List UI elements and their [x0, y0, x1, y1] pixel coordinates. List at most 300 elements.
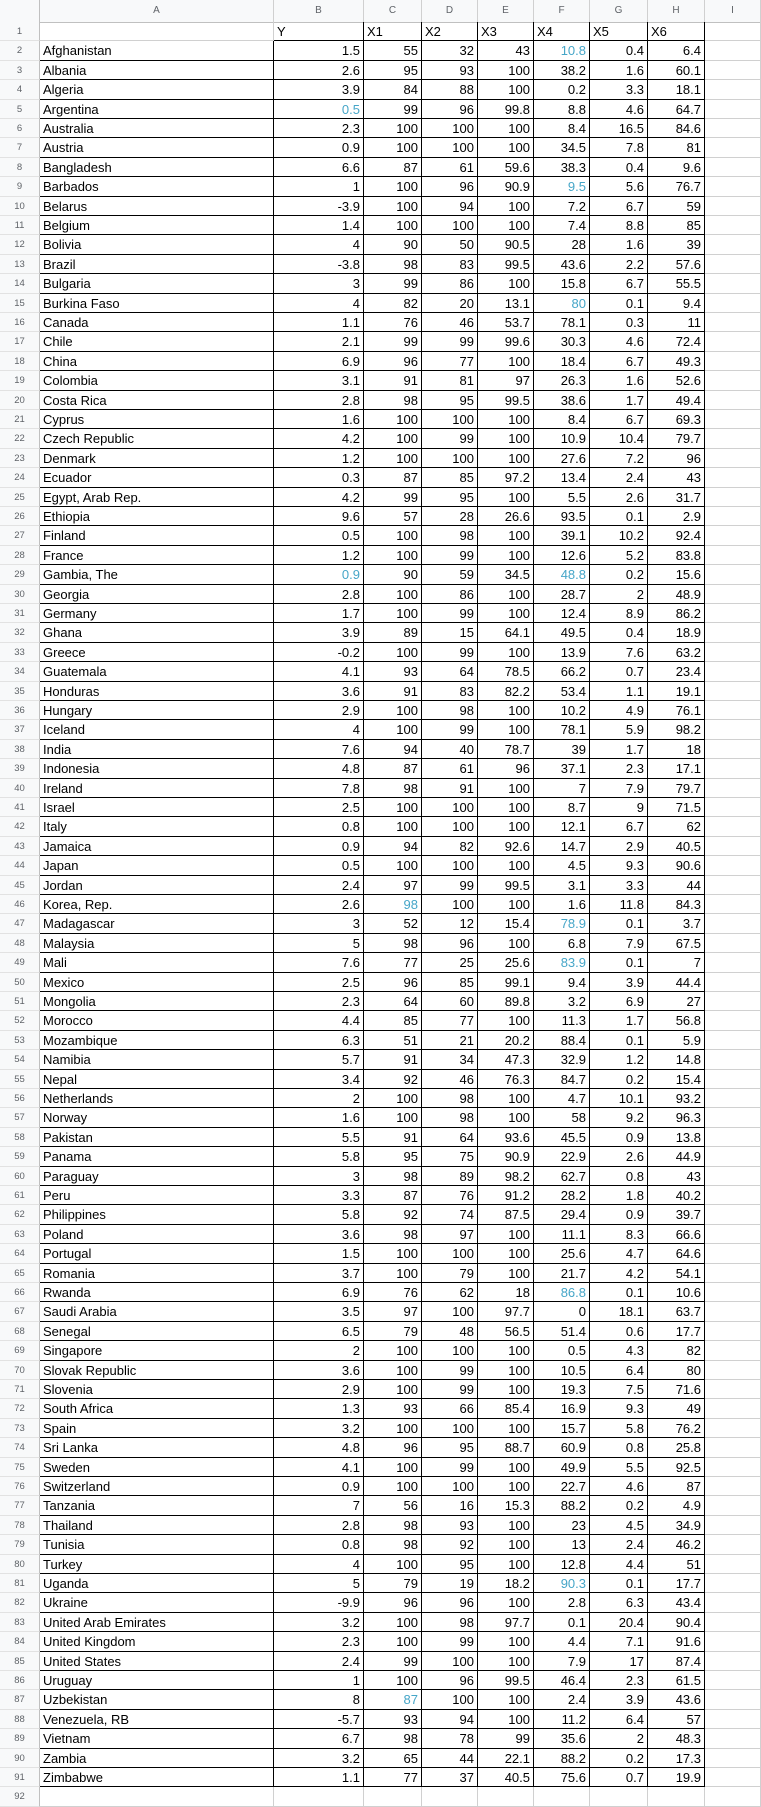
cell-c90[interactable]: 65 [364, 1749, 422, 1768]
cell-b10[interactable]: -3.9 [274, 197, 364, 216]
cell-c2[interactable]: 55 [364, 41, 422, 60]
cell-a47[interactable]: Madagascar [40, 914, 274, 933]
cell-d88[interactable]: 94 [422, 1710, 478, 1729]
cell-g1[interactable]: X5 [590, 22, 648, 41]
cell-h55[interactable]: 15.4 [648, 1070, 705, 1089]
cell-h88[interactable]: 57 [648, 1710, 705, 1729]
cell-a59[interactable]: Panama [40, 1147, 274, 1166]
row-header-16[interactable]: 16 [0, 313, 40, 332]
cell-d20[interactable]: 95 [422, 391, 478, 410]
cell-g11[interactable]: 8.8 [590, 216, 648, 235]
cell-d56[interactable]: 98 [422, 1089, 478, 1108]
cell-a74[interactable]: Sri Lanka [40, 1438, 274, 1457]
cell-h46[interactable]: 84.3 [648, 895, 705, 914]
cell-h75[interactable]: 92.5 [648, 1458, 705, 1477]
cell-g23[interactable]: 7.2 [590, 449, 648, 468]
cell-c59[interactable]: 95 [364, 1147, 422, 1166]
cell-h37[interactable]: 98.2 [648, 720, 705, 739]
cell-g62[interactable]: 0.9 [590, 1205, 648, 1224]
cell-c44[interactable]: 100 [364, 856, 422, 875]
cell-b2[interactable]: 1.5 [274, 41, 364, 60]
cell-b31[interactable]: 1.7 [274, 604, 364, 623]
cell-c67[interactable]: 97 [364, 1302, 422, 1321]
cell-i46[interactable] [705, 895, 761, 914]
cell-i54[interactable] [705, 1050, 761, 1069]
row-header-49[interactable]: 49 [0, 953, 40, 972]
cell-g24[interactable]: 2.4 [590, 468, 648, 487]
cell-e36[interactable]: 100 [478, 701, 534, 720]
cell-i75[interactable] [705, 1458, 761, 1477]
cell-c83[interactable]: 100 [364, 1613, 422, 1632]
cell-d62[interactable]: 74 [422, 1205, 478, 1224]
cell-b11[interactable]: 1.4 [274, 216, 364, 235]
cell-b12[interactable]: 4 [274, 235, 364, 254]
cell-h7[interactable]: 81 [648, 138, 705, 157]
cell-e4[interactable]: 100 [478, 80, 534, 99]
cell-f49[interactable]: 83.9 [534, 953, 590, 972]
cell-i14[interactable] [705, 274, 761, 293]
row-header-65[interactable]: 65 [0, 1264, 40, 1283]
cell-g71[interactable]: 7.5 [590, 1380, 648, 1399]
cell-f35[interactable]: 53.4 [534, 682, 590, 701]
cell-f5[interactable]: 8.8 [534, 100, 590, 119]
cell-a12[interactable]: Bolivia [40, 235, 274, 254]
row-header-4[interactable]: 4 [0, 80, 40, 99]
cell-g55[interactable]: 0.2 [590, 1070, 648, 1089]
cell-a34[interactable]: Guatemala [40, 662, 274, 681]
cell-e80[interactable]: 100 [478, 1555, 534, 1574]
cell-e48[interactable]: 100 [478, 934, 534, 953]
cell-h78[interactable]: 34.9 [648, 1516, 705, 1535]
cell-h21[interactable]: 69.3 [648, 410, 705, 429]
cell-e92[interactable] [478, 1787, 534, 1806]
cell-g42[interactable]: 6.7 [590, 817, 648, 836]
cell-i39[interactable] [705, 759, 761, 778]
cell-b74[interactable]: 4.8 [274, 1438, 364, 1457]
cell-f47[interactable]: 78.9 [534, 914, 590, 933]
cell-e54[interactable]: 47.3 [478, 1050, 534, 1069]
cell-a23[interactable]: Denmark [40, 449, 274, 468]
row-header-5[interactable]: 5 [0, 100, 40, 119]
cell-i87[interactable] [705, 1690, 761, 1709]
cell-i73[interactable] [705, 1419, 761, 1438]
cell-c54[interactable]: 91 [364, 1050, 422, 1069]
cell-i71[interactable] [705, 1380, 761, 1399]
cell-e67[interactable]: 97.7 [478, 1302, 534, 1321]
cell-f36[interactable]: 10.2 [534, 701, 590, 720]
cell-i30[interactable] [705, 585, 761, 604]
cell-d32[interactable]: 15 [422, 623, 478, 642]
cell-f46[interactable]: 1.6 [534, 895, 590, 914]
cell-i92[interactable] [705, 1787, 761, 1806]
cell-g89[interactable]: 2 [590, 1729, 648, 1748]
row-header-35[interactable]: 35 [0, 682, 40, 701]
column-header-a[interactable]: A [40, 0, 274, 22]
cell-e12[interactable]: 90.5 [478, 235, 534, 254]
cell-g63[interactable]: 8.3 [590, 1225, 648, 1244]
cell-h70[interactable]: 80 [648, 1361, 705, 1380]
cell-c89[interactable]: 98 [364, 1729, 422, 1748]
cell-i31[interactable] [705, 604, 761, 623]
cell-b61[interactable]: 3.3 [274, 1186, 364, 1205]
cell-d68[interactable]: 48 [422, 1322, 478, 1341]
cell-g7[interactable]: 7.8 [590, 138, 648, 157]
cell-d61[interactable]: 76 [422, 1186, 478, 1205]
cell-e82[interactable]: 100 [478, 1593, 534, 1612]
cell-d86[interactable]: 96 [422, 1671, 478, 1690]
row-header-17[interactable]: 17 [0, 332, 40, 351]
cell-b22[interactable]: 4.2 [274, 429, 364, 448]
cell-i45[interactable] [705, 876, 761, 895]
cell-h69[interactable]: 82 [648, 1341, 705, 1360]
cell-f64[interactable]: 25.6 [534, 1244, 590, 1263]
cell-h43[interactable]: 40.5 [648, 837, 705, 856]
row-header-89[interactable]: 89 [0, 1729, 40, 1748]
cell-i60[interactable] [705, 1167, 761, 1186]
cell-c77[interactable]: 56 [364, 1496, 422, 1515]
cell-e85[interactable]: 100 [478, 1652, 534, 1671]
row-header-63[interactable]: 63 [0, 1225, 40, 1244]
cell-a15[interactable]: Burkina Faso [40, 294, 274, 313]
cell-d79[interactable]: 92 [422, 1535, 478, 1554]
cell-h74[interactable]: 25.8 [648, 1438, 705, 1457]
cell-d67[interactable]: 100 [422, 1302, 478, 1321]
row-header-84[interactable]: 84 [0, 1632, 40, 1651]
cell-d4[interactable]: 88 [422, 80, 478, 99]
row-header-60[interactable]: 60 [0, 1167, 40, 1186]
cell-b42[interactable]: 0.8 [274, 817, 364, 836]
cell-f60[interactable]: 62.7 [534, 1167, 590, 1186]
cell-i78[interactable] [705, 1516, 761, 1535]
cell-h6[interactable]: 84.6 [648, 119, 705, 138]
cell-c48[interactable]: 98 [364, 934, 422, 953]
cell-c18[interactable]: 96 [364, 352, 422, 371]
row-header-67[interactable]: 67 [0, 1302, 40, 1321]
row-header-79[interactable]: 79 [0, 1535, 40, 1554]
cell-b9[interactable]: 1 [274, 177, 364, 196]
cell-g59[interactable]: 2.6 [590, 1147, 648, 1166]
cell-e13[interactable]: 99.5 [478, 255, 534, 274]
cell-i59[interactable] [705, 1147, 761, 1166]
cell-a60[interactable]: Paraguay [40, 1167, 274, 1186]
cell-e59[interactable]: 90.9 [478, 1147, 534, 1166]
cell-i26[interactable] [705, 507, 761, 526]
cell-c63[interactable]: 98 [364, 1225, 422, 1244]
cell-e41[interactable]: 100 [478, 798, 534, 817]
cell-d30[interactable]: 86 [422, 585, 478, 604]
cell-c39[interactable]: 87 [364, 759, 422, 778]
row-header-28[interactable]: 28 [0, 546, 40, 565]
cell-b46[interactable]: 2.6 [274, 895, 364, 914]
cell-a31[interactable]: Germany [40, 604, 274, 623]
cell-e43[interactable]: 92.6 [478, 837, 534, 856]
row-header-85[interactable]: 85 [0, 1652, 40, 1671]
cell-b30[interactable]: 2.8 [274, 585, 364, 604]
cell-a48[interactable]: Malaysia [40, 934, 274, 953]
cell-b17[interactable]: 2.1 [274, 332, 364, 351]
cell-d77[interactable]: 16 [422, 1496, 478, 1515]
cell-a53[interactable]: Mozambique [40, 1031, 274, 1050]
cell-c34[interactable]: 93 [364, 662, 422, 681]
cell-i89[interactable] [705, 1729, 761, 1748]
cell-a10[interactable]: Belarus [40, 197, 274, 216]
cell-g83[interactable]: 20.4 [590, 1613, 648, 1632]
cell-c60[interactable]: 98 [364, 1167, 422, 1186]
row-header-69[interactable]: 69 [0, 1341, 40, 1360]
cell-g32[interactable]: 0.4 [590, 623, 648, 642]
cell-a89[interactable]: Vietnam [40, 1729, 274, 1748]
cell-g74[interactable]: 0.8 [590, 1438, 648, 1457]
cell-g18[interactable]: 6.7 [590, 352, 648, 371]
cell-e57[interactable]: 100 [478, 1108, 534, 1127]
cell-h38[interactable]: 18 [648, 740, 705, 759]
cell-f55[interactable]: 84.7 [534, 1070, 590, 1089]
cell-d72[interactable]: 66 [422, 1399, 478, 1418]
cell-a62[interactable]: Philippines [40, 1205, 274, 1224]
cell-g31[interactable]: 8.9 [590, 604, 648, 623]
cell-h33[interactable]: 63.2 [648, 643, 705, 662]
cell-b23[interactable]: 1.2 [274, 449, 364, 468]
cell-c24[interactable]: 87 [364, 468, 422, 487]
cell-g81[interactable]: 0.1 [590, 1574, 648, 1593]
row-header-70[interactable]: 70 [0, 1361, 40, 1380]
cell-a49[interactable]: Mali [40, 953, 274, 972]
cell-h49[interactable]: 7 [648, 953, 705, 972]
cell-g92[interactable] [590, 1787, 648, 1806]
cell-g26[interactable]: 0.1 [590, 507, 648, 526]
cell-g85[interactable]: 17 [590, 1652, 648, 1671]
cell-a30[interactable]: Georgia [40, 585, 274, 604]
cell-f66[interactable]: 86.8 [534, 1283, 590, 1302]
cell-e10[interactable]: 100 [478, 197, 534, 216]
cell-d69[interactable]: 100 [422, 1341, 478, 1360]
cell-d83[interactable]: 98 [422, 1613, 478, 1632]
cell-c4[interactable]: 84 [364, 80, 422, 99]
cell-a87[interactable]: Uzbekistan [40, 1690, 274, 1709]
cell-i84[interactable] [705, 1632, 761, 1651]
cell-h92[interactable] [648, 1787, 705, 1806]
cell-c68[interactable]: 79 [364, 1322, 422, 1341]
cell-i25[interactable] [705, 488, 761, 507]
cell-b49[interactable]: 7.6 [274, 953, 364, 972]
cell-e89[interactable]: 99 [478, 1729, 534, 1748]
cell-e58[interactable]: 93.6 [478, 1128, 534, 1147]
cell-i82[interactable] [705, 1593, 761, 1612]
cell-h31[interactable]: 86.2 [648, 604, 705, 623]
cell-h65[interactable]: 54.1 [648, 1264, 705, 1283]
cell-b57[interactable]: 1.6 [274, 1108, 364, 1127]
cell-i22[interactable] [705, 429, 761, 448]
cell-h57[interactable]: 96.3 [648, 1108, 705, 1127]
row-header-13[interactable]: 13 [0, 255, 40, 274]
cell-e16[interactable]: 53.7 [478, 313, 534, 332]
cell-i1[interactable] [705, 22, 761, 41]
cell-a51[interactable]: Mongolia [40, 992, 274, 1011]
cell-b51[interactable]: 2.3 [274, 992, 364, 1011]
cell-d1[interactable]: X2 [422, 22, 478, 41]
row-header-7[interactable]: 7 [0, 138, 40, 157]
cell-a36[interactable]: Hungary [40, 701, 274, 720]
cell-b82[interactable]: -9.9 [274, 1593, 364, 1612]
row-header-81[interactable]: 81 [0, 1574, 40, 1593]
cell-g17[interactable]: 4.6 [590, 332, 648, 351]
cell-i7[interactable] [705, 138, 761, 157]
cell-a19[interactable]: Colombia [40, 371, 274, 390]
cell-b53[interactable]: 6.3 [274, 1031, 364, 1050]
cell-g87[interactable]: 3.9 [590, 1690, 648, 1709]
row-header-25[interactable]: 25 [0, 488, 40, 507]
cell-h59[interactable]: 44.9 [648, 1147, 705, 1166]
cell-g66[interactable]: 0.1 [590, 1283, 648, 1302]
cell-a24[interactable]: Ecuador [40, 468, 274, 487]
row-header-68[interactable]: 68 [0, 1322, 40, 1341]
cell-g82[interactable]: 6.3 [590, 1593, 648, 1612]
cell-c9[interactable]: 100 [364, 177, 422, 196]
cell-a4[interactable]: Algeria [40, 80, 274, 99]
row-header-52[interactable]: 52 [0, 1011, 40, 1030]
cell-h54[interactable]: 14.8 [648, 1050, 705, 1069]
cell-f43[interactable]: 14.7 [534, 837, 590, 856]
cell-g36[interactable]: 4.9 [590, 701, 648, 720]
cell-b48[interactable]: 5 [274, 934, 364, 953]
cell-f28[interactable]: 12.6 [534, 546, 590, 565]
cell-d46[interactable]: 100 [422, 895, 478, 914]
cell-c14[interactable]: 99 [364, 274, 422, 293]
cell-c21[interactable]: 100 [364, 410, 422, 429]
cell-d49[interactable]: 25 [422, 953, 478, 972]
cell-c76[interactable]: 100 [364, 1477, 422, 1496]
cell-h64[interactable]: 64.6 [648, 1244, 705, 1263]
cell-d23[interactable]: 100 [422, 449, 478, 468]
cell-h62[interactable]: 39.7 [648, 1205, 705, 1224]
cell-c71[interactable]: 100 [364, 1380, 422, 1399]
cell-i2[interactable] [705, 41, 761, 60]
cell-g54[interactable]: 1.2 [590, 1050, 648, 1069]
cell-d78[interactable]: 93 [422, 1516, 478, 1535]
cell-g35[interactable]: 1.1 [590, 682, 648, 701]
cell-i18[interactable] [705, 352, 761, 371]
cell-f19[interactable]: 26.3 [534, 371, 590, 390]
cell-c47[interactable]: 52 [364, 914, 422, 933]
cell-g44[interactable]: 9.3 [590, 856, 648, 875]
cell-c43[interactable]: 94 [364, 837, 422, 856]
cell-c64[interactable]: 100 [364, 1244, 422, 1263]
cell-e81[interactable]: 18.2 [478, 1574, 534, 1593]
cell-i15[interactable] [705, 294, 761, 313]
cell-d2[interactable]: 32 [422, 41, 478, 60]
cell-i64[interactable] [705, 1244, 761, 1263]
cell-b67[interactable]: 3.5 [274, 1302, 364, 1321]
cell-a32[interactable]: Ghana [40, 623, 274, 642]
cell-c33[interactable]: 100 [364, 643, 422, 662]
cell-g22[interactable]: 10.4 [590, 429, 648, 448]
cell-b54[interactable]: 5.7 [274, 1050, 364, 1069]
cell-a11[interactable]: Belgium [40, 216, 274, 235]
cell-b84[interactable]: 2.3 [274, 1632, 364, 1651]
cell-e31[interactable]: 100 [478, 604, 534, 623]
row-header-26[interactable]: 26 [0, 507, 40, 526]
cell-d85[interactable]: 100 [422, 1652, 478, 1671]
row-header-39[interactable]: 39 [0, 759, 40, 778]
cell-i52[interactable] [705, 1011, 761, 1030]
cell-e22[interactable]: 100 [478, 429, 534, 448]
cell-f17[interactable]: 30.3 [534, 332, 590, 351]
cell-h35[interactable]: 19.1 [648, 682, 705, 701]
cell-e78[interactable]: 100 [478, 1516, 534, 1535]
row-header-45[interactable]: 45 [0, 876, 40, 895]
cell-d12[interactable]: 50 [422, 235, 478, 254]
cell-g40[interactable]: 7.9 [590, 779, 648, 798]
cell-c28[interactable]: 100 [364, 546, 422, 565]
cell-e21[interactable]: 100 [478, 410, 534, 429]
cell-e70[interactable]: 100 [478, 1361, 534, 1380]
cell-h41[interactable]: 71.5 [648, 798, 705, 817]
cell-i65[interactable] [705, 1264, 761, 1283]
cell-h28[interactable]: 83.8 [648, 546, 705, 565]
cell-b34[interactable]: 4.1 [274, 662, 364, 681]
cell-d11[interactable]: 100 [422, 216, 478, 235]
row-header-31[interactable]: 31 [0, 604, 40, 623]
cell-f27[interactable]: 39.1 [534, 526, 590, 545]
cell-c81[interactable]: 79 [364, 1574, 422, 1593]
cell-b1[interactable]: Y [274, 22, 364, 41]
cell-e66[interactable]: 18 [478, 1283, 534, 1302]
cell-i50[interactable] [705, 973, 761, 992]
cell-c51[interactable]: 64 [364, 992, 422, 1011]
cell-f20[interactable]: 38.6 [534, 391, 590, 410]
cell-f92[interactable] [534, 1787, 590, 1806]
cell-i66[interactable] [705, 1283, 761, 1302]
cell-d18[interactable]: 77 [422, 352, 478, 371]
cell-b83[interactable]: 3.2 [274, 1613, 364, 1632]
cell-a42[interactable]: Italy [40, 817, 274, 836]
row-header-86[interactable]: 86 [0, 1671, 40, 1690]
cell-i79[interactable] [705, 1535, 761, 1554]
cell-i19[interactable] [705, 371, 761, 390]
cell-h68[interactable]: 17.7 [648, 1322, 705, 1341]
cell-e29[interactable]: 34.5 [478, 565, 534, 584]
cell-c57[interactable]: 100 [364, 1108, 422, 1127]
cell-h14[interactable]: 55.5 [648, 274, 705, 293]
cell-b50[interactable]: 2.5 [274, 973, 364, 992]
cell-g33[interactable]: 7.6 [590, 643, 648, 662]
cell-d14[interactable]: 86 [422, 274, 478, 293]
cell-c35[interactable]: 91 [364, 682, 422, 701]
cell-e56[interactable]: 100 [478, 1089, 534, 1108]
row-header-34[interactable]: 34 [0, 662, 40, 681]
cell-f25[interactable]: 5.5 [534, 488, 590, 507]
cell-a37[interactable]: Iceland [40, 720, 274, 739]
cell-b80[interactable]: 4 [274, 1555, 364, 1574]
cell-a76[interactable]: Switzerland [40, 1477, 274, 1496]
cell-i67[interactable] [705, 1302, 761, 1321]
cell-a25[interactable]: Egypt, Arab Rep. [40, 488, 274, 507]
cell-c8[interactable]: 87 [364, 158, 422, 177]
cell-f1[interactable]: X4 [534, 22, 590, 41]
cell-d42[interactable]: 100 [422, 817, 478, 836]
row-header-78[interactable]: 78 [0, 1516, 40, 1535]
cell-b76[interactable]: 0.9 [274, 1477, 364, 1496]
cell-d66[interactable]: 62 [422, 1283, 478, 1302]
cell-g47[interactable]: 0.1 [590, 914, 648, 933]
cell-b81[interactable]: 5 [274, 1574, 364, 1593]
cell-c31[interactable]: 100 [364, 604, 422, 623]
row-header-90[interactable]: 90 [0, 1749, 40, 1768]
cell-b63[interactable]: 3.6 [274, 1225, 364, 1244]
cell-b72[interactable]: 1.3 [274, 1399, 364, 1418]
cell-c19[interactable]: 91 [364, 371, 422, 390]
cell-f69[interactable]: 0.5 [534, 1341, 590, 1360]
